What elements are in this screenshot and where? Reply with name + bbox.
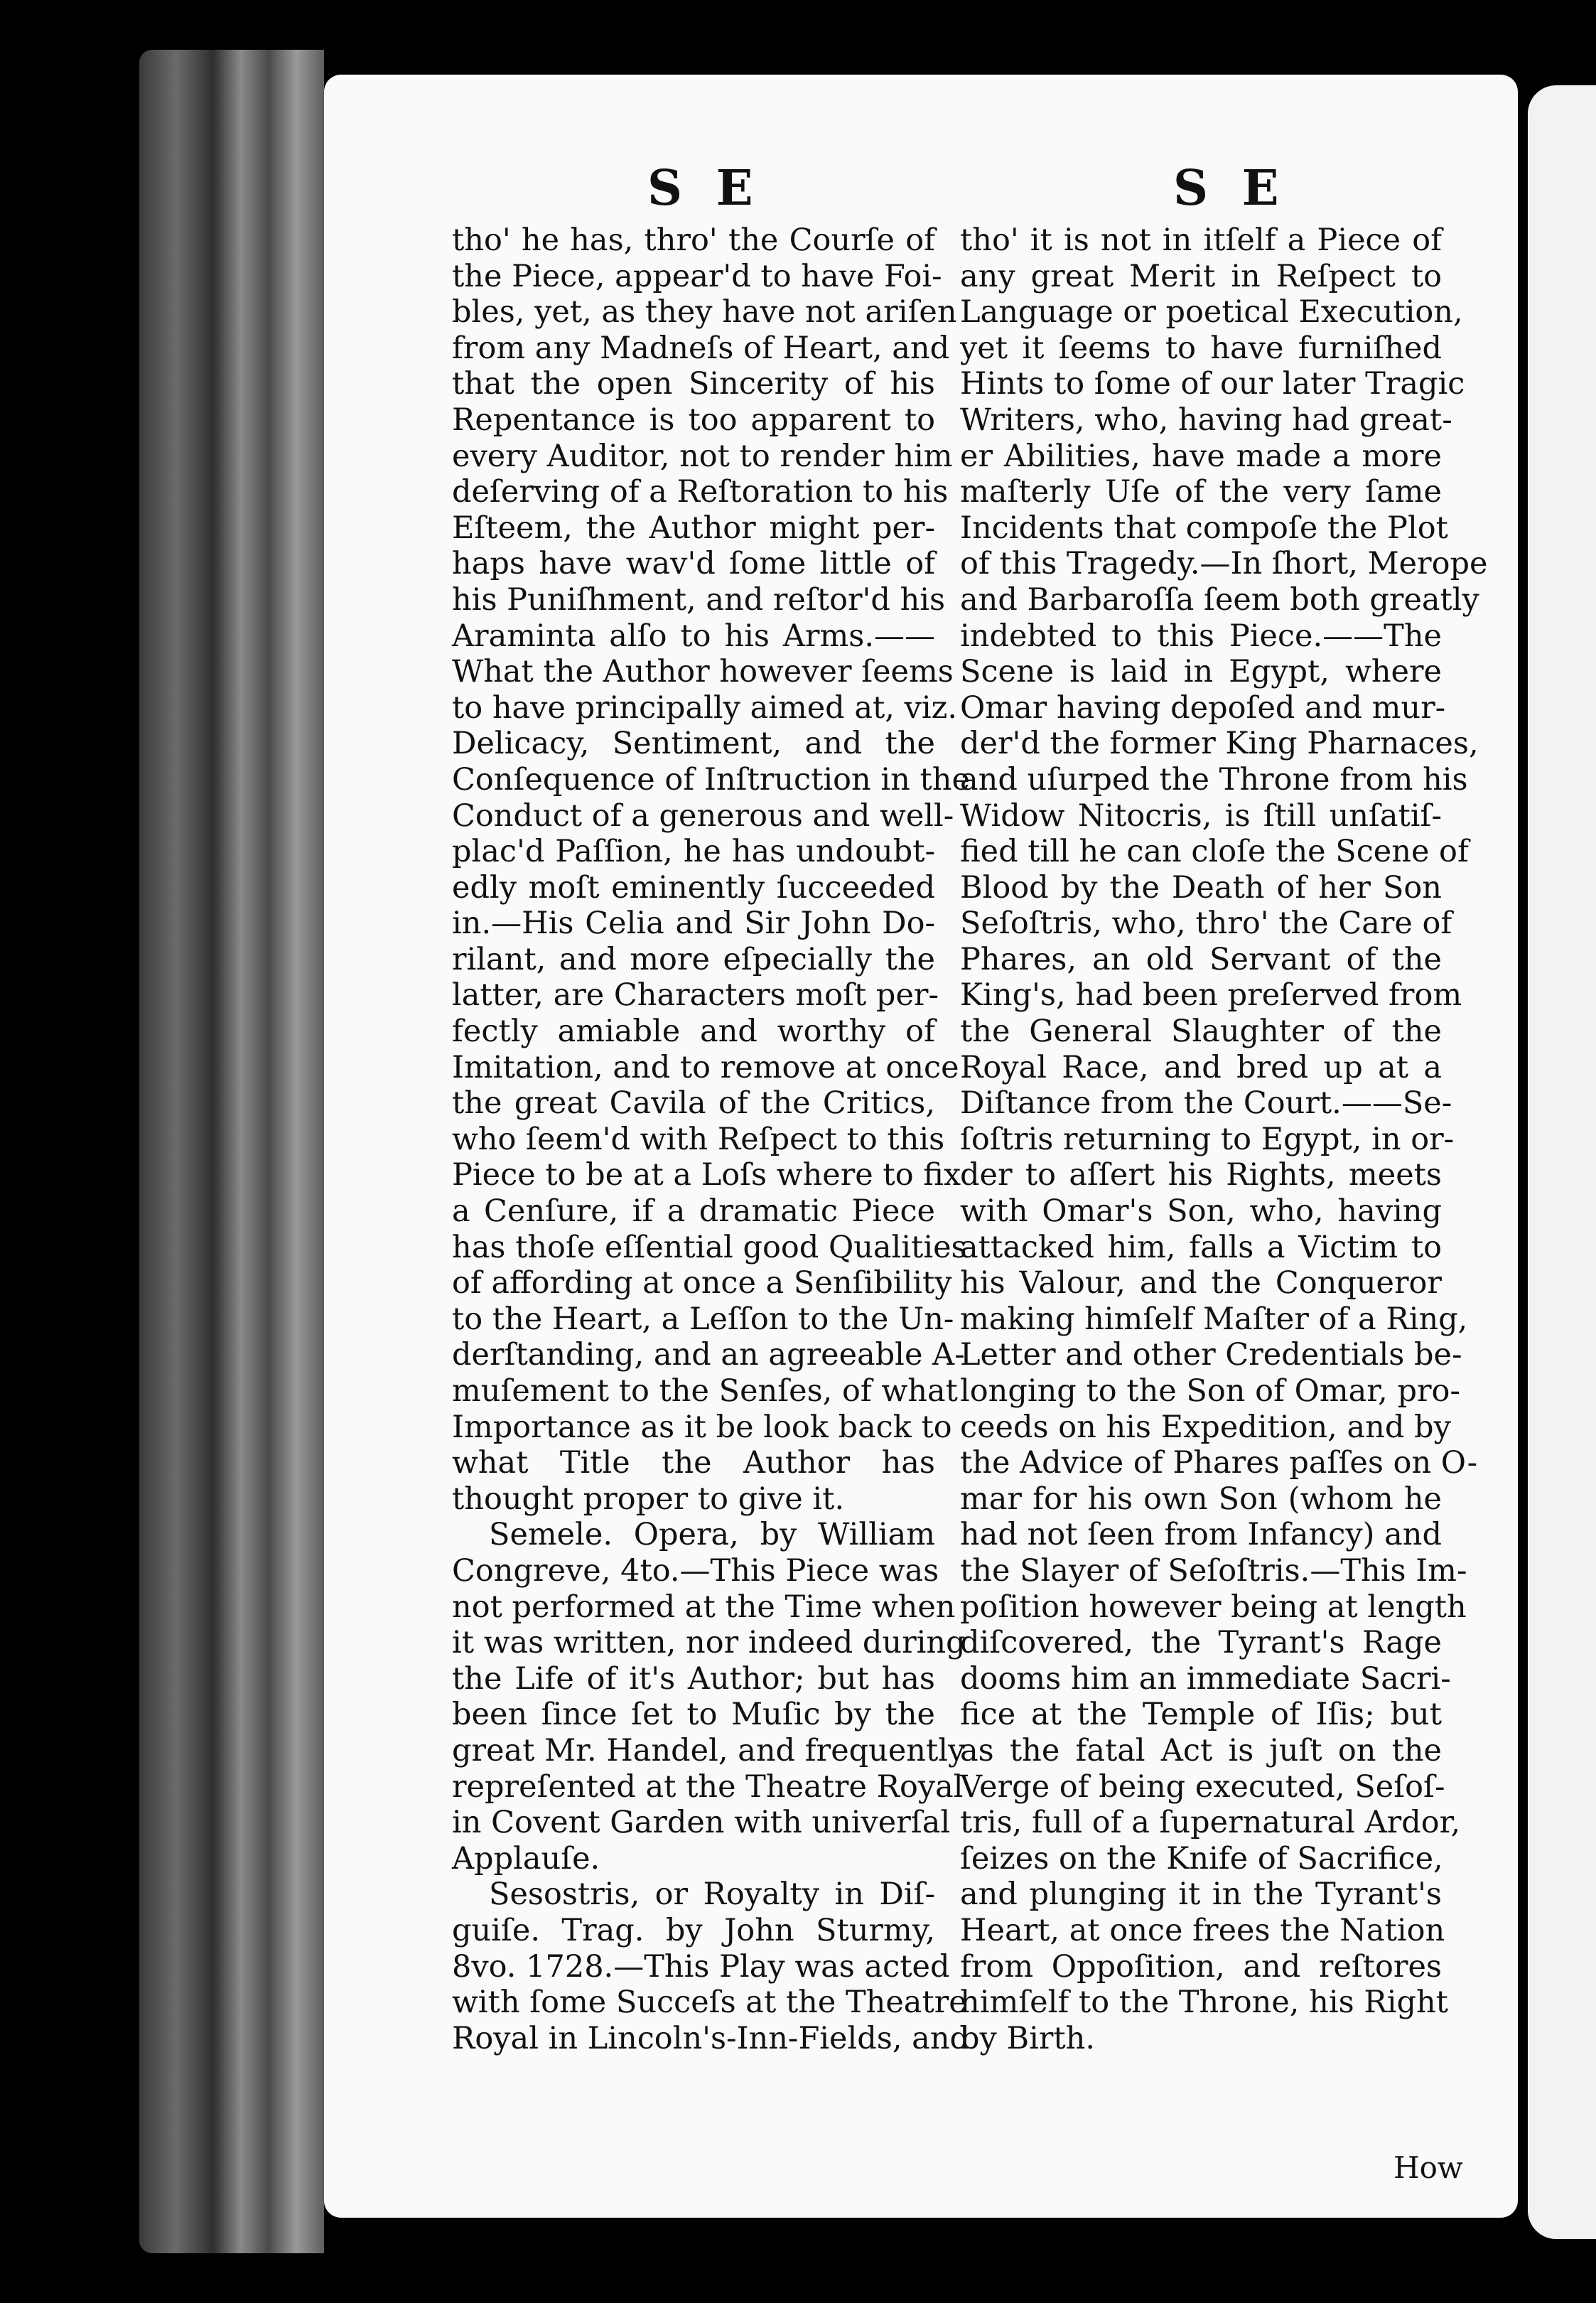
facing-page-edge [1528,85,1596,2239]
text-line: Imitation, and to remove at once [452,1049,959,1085]
text-line: repreſented at the Theatre Royal [452,1768,964,1805]
text-line: has thoſe eſſential good Qualities [452,1229,967,1265]
text-line: from Oppoſition, and reſtores [960,1948,1442,1985]
left-column [452,222,970,2056]
running-head-left: S E [647,160,762,217]
text-line: deſerving of a Reſtoration to his [452,474,949,510]
text-line: Applauſe. [452,1840,600,1877]
text-line: of this Tragedy.—In ſhort, Merope [960,546,1488,582]
text-line: any great Merit in Reſpect to [960,258,1442,294]
text-line: King's, had been preſerved from [960,977,1462,1014]
text-line: ceeds on his Expedition, and by [960,1409,1451,1445]
text-line: Importance as it be look back to [452,1409,952,1445]
text-line: his Puniſhment, and reſtor'd his [452,581,946,618]
text-line: in Covent Garden with univerſal [452,1805,951,1841]
text-line: Language or poetical Execution, [960,294,1463,331]
text-line: guiſe. Trag. by John Sturmy, [452,1912,935,1948]
text-line: ſeizes on the Knife of Sacrifice, [960,1840,1443,1877]
text-line: derſtanding, and an agreeable A- [452,1337,965,1373]
right-column [960,222,1488,2056]
text-line: What the Author however ſeems [452,654,954,690]
text-line: Conſequence of Inſtruction in the [452,761,970,798]
text-line: attacked him, falls a Victim to [960,1229,1442,1265]
text-line: er Abilities, have made a more [960,438,1442,474]
text-line: der to aſſert his Rights, meets [960,1157,1442,1193]
text-line: as the fatal Act is juſt on the [960,1732,1442,1768]
text-line: Blood by the Death of her Son [960,869,1442,906]
text-line: Repentance is too apparent to [452,402,935,438]
text-line: longing to the Son of Omar, pro- [960,1373,1460,1409]
text-line: fectly amiable and worthy of [452,1014,935,1050]
text-line: Seſoſtris, who, thro' the Care of [960,906,1452,942]
text-line: that the open Sincerity of his [452,366,935,402]
text-line: Verge of being executed, Seſoſ- [960,1768,1445,1805]
book-page [324,75,1518,2218]
text-line: Heart, at once frees the Nation [960,1912,1445,1948]
text-line: the General Slaughter of the [960,1014,1442,1050]
text-line: 8vo. 1728.—This Play was acted [452,1948,950,1985]
text-line: Royal in Lincoln's-Inn-Fields, and [452,2020,970,2056]
text-line: what Title the Author has [452,1445,935,1481]
text-line: who ſeem'd with Reſpect to this [452,1121,945,1157]
text-line: every Auditor, not to render him [452,438,953,474]
text-line: great Mr. Handel, and frequently [452,1732,966,1768]
text-line: Scene is laid in Egypt, where [960,654,1442,690]
text-line: not performed at the Time when [452,1589,956,1625]
text-line: Araminta alſo to his Arms.—— [452,618,935,654]
text-line: making himſelf Maſter of a Ring, [960,1301,1468,1337]
text-line: bles, yet, as they have not ariſen [452,294,957,331]
text-line: Conduct of a generous and well- [452,798,954,834]
text-line: the Piece, appear'd to have Foi- [452,258,942,294]
catchword: How [1393,2150,1463,2185]
text-line: Phares, an old Servant of the [960,941,1442,977]
text-line: Piece to be at a Loſs where to fix [452,1157,961,1193]
text-line: rilant, and more eſpecially the [452,941,935,977]
text-line: der'd the former King Pharnaces, [960,726,1479,762]
text-line: to have principally aimed at, viz. [452,689,957,726]
text-line: poſition however being at length [960,1589,1467,1625]
text-line: diſcovered, the Tyrant's Rage [960,1625,1442,1661]
text-line: Hints to ſome of our later Tragic [960,366,1465,402]
text-line: Eſteem, the Author might per- [452,510,935,546]
text-line: tho' he has, thro' the Courſe of [452,222,935,258]
text-line: edly moſt eminently ſucceeded [452,869,935,906]
text-line: maſterly Uſe of the very ſame [960,474,1442,510]
text-line: Congreve, 4to.—This Piece was [452,1552,939,1589]
text-line: mar for his own Son (whom he [960,1481,1442,1517]
text-line: in.—His Celia and Sir John Do- [452,906,935,942]
text-line: tris, full of a ſupernatural Ardor, [960,1805,1461,1841]
text-line: himſelf to the Throne, his Right [960,1985,1448,2021]
text-line: the great Cavila of the Critics, [452,1085,935,1122]
text-line: Sesostris, or Royalty in Diſ- [489,1877,935,1913]
text-line: Semele. Opera, by William [489,1517,935,1553]
text-line: plac'd Paſſion, he has undoubt- [452,834,935,870]
text-line: it was written, nor indeed during [452,1625,966,1661]
text-line: and Barbaroſſa ſeem both greatly [960,581,1479,618]
text-line: with ſome Succeſs at the Theatre [452,1985,967,2021]
text-line: Writers, who, having had great- [960,402,1452,438]
text-line: haps have wav'd ſome little of [452,546,935,582]
text-line: to the Heart, a Leſſon to the Un- [452,1301,954,1337]
text-line: been ſince ſet to Muſic by the [452,1697,935,1733]
text-line: by Birth. [960,2020,1096,2056]
text-line: Omar having depoſed and mur- [960,689,1446,726]
text-line: Letter and other Credentials be- [960,1337,1462,1373]
text-line: fied till he can cloſe the Scene of [960,834,1469,870]
text-line: dooms him an immediate Sacri- [960,1660,1451,1697]
running-head-right: S E [1173,160,1288,217]
text-line: from any Madneſs of Heart, and [452,330,950,366]
text-line: the Slayer of Seſoſtris.—This Im- [960,1552,1467,1589]
text-line: Incidents that compoſe the Plot [960,510,1448,546]
text-line: Diſtance from the Court.——Se- [960,1085,1452,1122]
text-line: his Valour, and the Conqueror [960,1265,1442,1301]
text-line: and plunging it in the Tyrant's [960,1877,1442,1913]
text-line: yet it ſeems to have furniſhed [960,330,1442,366]
text-line: latter, are Characters moſt per- [452,977,939,1014]
text-line: Delicacy, Sentiment, and the [452,726,935,762]
text-line: a Cenſure, if a dramatic Piece [452,1193,935,1230]
text-line: of affording at once a Senſibility [452,1265,952,1301]
book-page-edges [139,50,324,2253]
text-line: the Life of it's Author; but has [452,1660,935,1697]
text-line: indebted to this Piece.——The [960,618,1442,654]
text-line: fice at the Temple of Iſis; but [960,1697,1442,1733]
text-line: the Advice of Phares paſſes on O- [960,1445,1478,1481]
text-line: and uſurped the Throne from his [960,761,1468,798]
text-line: with Omar's Son, who, having [960,1193,1442,1230]
text-line: had not ſeen from Infancy) and [960,1517,1442,1553]
text-line: Widow Nitocris, is ſtill unſatiſ- [960,798,1442,834]
text-line: tho' it is not in itſelf a Piece of [960,222,1442,258]
text-line: thought proper to give it. [452,1481,845,1517]
text-line: ſoſtris returning to Egypt, in or- [960,1121,1455,1157]
text-line: muſement to the Senſes, of what [452,1373,958,1409]
text-line: Royal Race, and bred up at a [960,1049,1442,1085]
